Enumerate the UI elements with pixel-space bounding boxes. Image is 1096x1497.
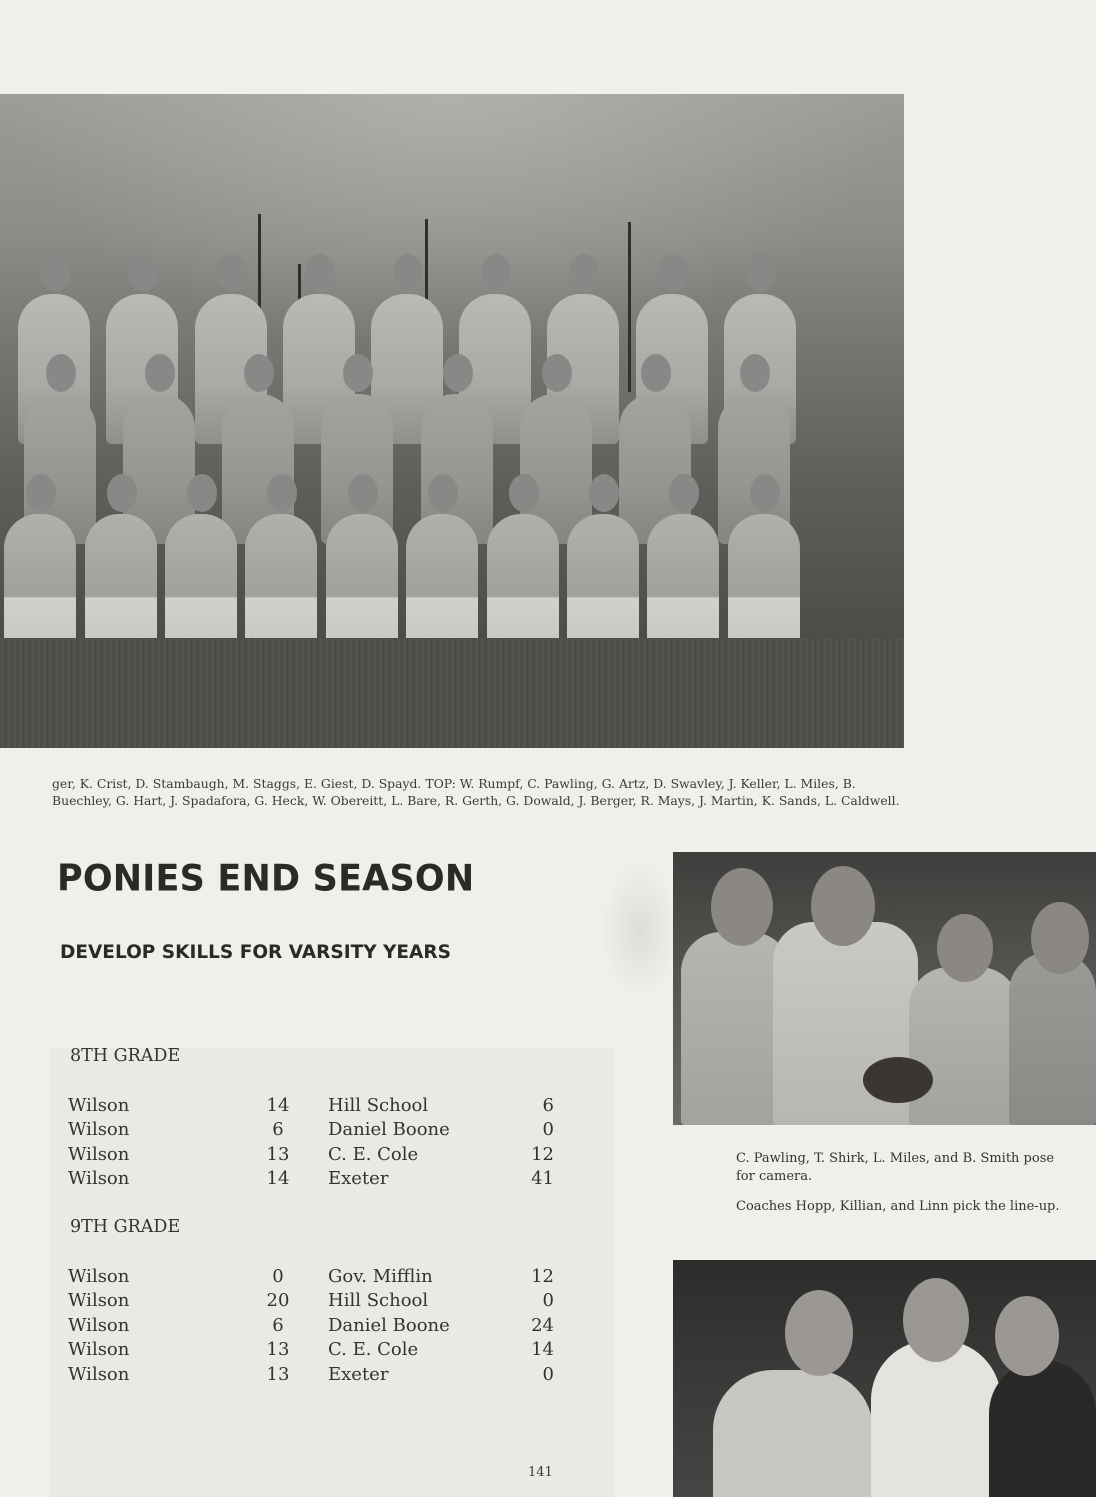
page-subheadline: DEVELOP SKILLS FOR VARSITY YEARS [60, 942, 451, 963]
grade-8-label: 8TH GRADE [70, 1046, 181, 1066]
coach [713, 1370, 873, 1497]
football [863, 1057, 933, 1103]
team-score: 13 [266, 1143, 290, 1165]
opponent-score: 6 [542, 1095, 554, 1116]
coach-head [903, 1278, 969, 1362]
table-row [68, 1363, 554, 1387]
coaches-photo [673, 1260, 1096, 1497]
opponent-score: 0 [542, 1119, 554, 1141]
opponent-name: C. E. Cole [328, 1143, 419, 1165]
team-name: Wilson [68, 1339, 130, 1361]
grade-9-scores-table [68, 1265, 554, 1387]
coaches-photo-caption: Coaches Hopp, Killian, and Linn pick the line-up. [736, 1199, 1060, 1214]
team-name: Wilson [68, 1363, 130, 1385]
column-spacer [312, 1363, 328, 1387]
team-name: Wilson [68, 1119, 130, 1141]
opponent-score: 0 [542, 1363, 554, 1385]
grade-8-scores-table [68, 1094, 554, 1192]
opponent-name: Hill School [328, 1095, 429, 1116]
team-name: Wilson [68, 1290, 130, 1312]
player-head [937, 914, 993, 982]
opponent-score: 12 [531, 1143, 554, 1165]
table-row [68, 1143, 554, 1167]
team-photo-caption: ger, K. Crist, D. Stambaugh, M. Staggs, E. Giest, D. Spayd. TOP: W. Rumpf, C. Pawling, G. Artz, D. Swavley, J. Keller, L. Miles, B. Buechley, G. Hart, J. Spadafora, G. Heck, W. Obereitt, L. Bare, R. Gerth, G. Dowald, J. Berger, R. Mays, J. Martin, K. Sands, L. Caldwell. [52, 776, 900, 808]
column-spacer [312, 1094, 328, 1118]
player-head [1031, 902, 1089, 974]
team-score: 13 [266, 1363, 290, 1385]
team-name: Wilson [68, 1266, 130, 1287]
team-score: 13 [266, 1339, 290, 1361]
players-photo [673, 852, 1096, 1125]
page-headline: PONIES END SEASON [57, 858, 475, 900]
table-row [68, 1314, 554, 1338]
opponent-score: 24 [531, 1314, 554, 1336]
opponent-score: 12 [531, 1266, 554, 1287]
team-name: Wilson [68, 1143, 130, 1165]
column-spacer [312, 1265, 328, 1289]
player-head [811, 866, 875, 946]
team-score: 6 [272, 1119, 284, 1141]
player [1009, 952, 1096, 1125]
column-spacer [312, 1143, 328, 1167]
team-name: Wilson [68, 1095, 130, 1116]
coach-head [785, 1290, 853, 1376]
team-score: 14 [266, 1095, 290, 1116]
team-score: 14 [266, 1168, 290, 1190]
team-name: Wilson [68, 1168, 130, 1190]
players-photo-caption: C. Pawling, T. Shirk, L. Miles, and B. Smith pose for camera. [736, 1151, 1055, 1184]
team-score: 6 [272, 1314, 284, 1336]
opponent-score: 14 [531, 1339, 554, 1361]
opponent-name: C. E. Cole [328, 1339, 419, 1361]
coach [871, 1340, 1001, 1497]
page-bleed-shadow [600, 860, 680, 1000]
column-spacer [312, 1118, 328, 1142]
table-row [68, 1094, 554, 1118]
team-score: 0 [272, 1266, 284, 1287]
grade-9-label: 9TH GRADE [70, 1217, 181, 1237]
table-row [68, 1118, 554, 1142]
opponent-name: Gov. Mifflin [328, 1266, 433, 1287]
table-row [68, 1167, 554, 1191]
opponent-score: 0 [542, 1290, 554, 1312]
table-row [68, 1338, 554, 1362]
opponent-name: Hill School [328, 1290, 429, 1312]
column-spacer [312, 1289, 328, 1313]
coach [989, 1360, 1096, 1497]
field-grass [0, 638, 904, 748]
team-name: Wilson [68, 1314, 130, 1336]
opponent-score: 41 [531, 1168, 554, 1190]
coach-head [995, 1296, 1059, 1376]
opponent-name: Daniel Boone [328, 1119, 450, 1141]
opponent-name: Daniel Boone [328, 1314, 450, 1336]
column-spacer [312, 1314, 328, 1338]
player-head [711, 868, 773, 946]
table-row [68, 1289, 554, 1313]
team-photo [0, 94, 904, 748]
opponent-name: Exeter [328, 1363, 389, 1385]
player [909, 967, 1019, 1125]
opponent-name: Exeter [328, 1168, 389, 1190]
page-number: 141 [528, 1465, 553, 1480]
team-score: 20 [266, 1290, 290, 1312]
column-spacer [312, 1167, 328, 1191]
table-row [68, 1265, 554, 1289]
column-spacer [312, 1338, 328, 1362]
